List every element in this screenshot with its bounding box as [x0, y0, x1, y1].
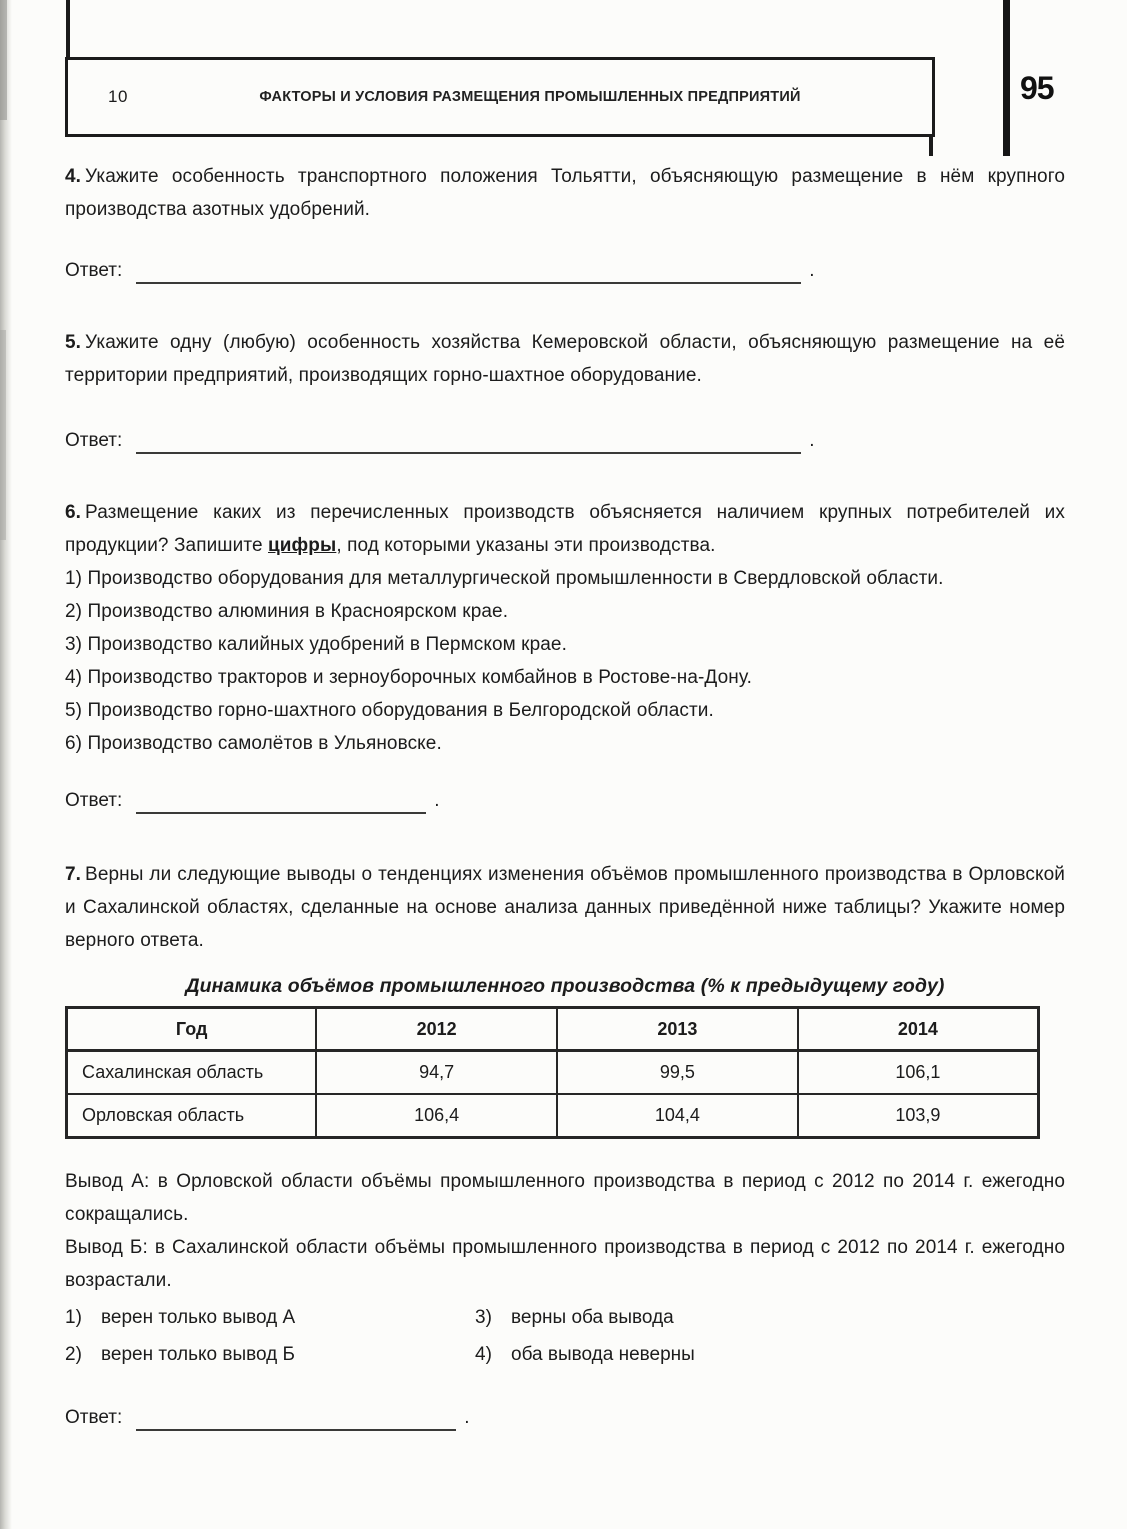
answer-period: .	[464, 1407, 470, 1428]
answer-row-q5	[65, 428, 1065, 454]
dynamics-table	[65, 1006, 1040, 1139]
table-header-2012: 2012	[316, 1008, 557, 1051]
table-title: Динамика объёмов промышленного производства (% к предыдущему году)	[185, 975, 945, 997]
conclusion-a: Вывод А: в Орловской области объёмы промышленного производства в период с 2012 по 2014 г. ежегодно сокращались.	[65, 1171, 1065, 1225]
answer-row-q7	[65, 1405, 1065, 1431]
answer-period: .	[434, 790, 440, 811]
answer-row-q6	[65, 788, 1065, 814]
option-4-label: оба вывода неверны	[511, 1344, 695, 1365]
option-4	[475, 1338, 1065, 1371]
question-6-item: 4) Производство тракторов и зерноуборочных комбайнов в Ростове-на-Дону.	[65, 667, 752, 688]
question-4	[65, 160, 1065, 226]
question-7-number: 7.	[65, 864, 82, 885]
answer-blank-line	[136, 260, 801, 284]
table-cell-value: 106,4	[316, 1094, 557, 1138]
option-3	[475, 1301, 1065, 1334]
table-cell-value: 99,5	[557, 1051, 798, 1095]
table-cell-region: Сахалинская область	[67, 1051, 317, 1095]
question-6-item: 3) Производство калийных удобрений в Пермском крае.	[65, 634, 567, 655]
scan-smudge	[0, 330, 6, 540]
page-number: 95	[1020, 70, 1054, 106]
answer-label: Ответ:	[65, 260, 123, 281]
table-header-2014: 2014	[798, 1008, 1039, 1051]
option-3-label: верны оба вывода	[511, 1307, 674, 1328]
option-2-number: 2)	[65, 1344, 82, 1365]
question-4-text: Укажите особенность транспортного положения Тольятти, объясняющую размещение в нём крупного производства азотных удобрений.	[65, 166, 1065, 220]
answer-blank-line	[136, 1407, 456, 1431]
option-3-number: 3)	[475, 1307, 492, 1328]
question-6	[65, 496, 1065, 562]
option-2	[65, 1338, 475, 1371]
option-1	[65, 1301, 475, 1334]
question-6-emphasis: цифры	[268, 535, 337, 556]
chapter-number: 10	[108, 87, 128, 106]
question-7-text: Верны ли следующие выводы о тенденциях изменения объёмов промышленного производства в Орловской и Сахалинской областях, сделанные на основе анализа данных приведённой ниже таблицы? Укажите номер верного ответа.	[65, 864, 1065, 951]
table-cell-value: 94,7	[316, 1051, 557, 1095]
question-7	[65, 858, 1065, 957]
page-scan-edge	[0, 0, 12, 1529]
table-header-year: Год	[67, 1008, 317, 1051]
question-6-item: 5) Производство горно-шахтного оборудования в Белгородской области.	[65, 700, 714, 721]
option-2-label: верен только вывод Б	[101, 1344, 295, 1365]
table-header-2013: 2013	[557, 1008, 798, 1051]
answer-blank-line	[136, 790, 426, 814]
question-6-item: 6) Производство самолётов в Ульяновске.	[65, 733, 442, 754]
option-1-label: верен только вывод А	[101, 1307, 296, 1328]
answer-label: Ответ:	[65, 790, 123, 811]
answer-blank-line	[136, 430, 801, 454]
question-6-text-after: , под которыми указаны эти производства.	[336, 535, 716, 556]
question-6-item: 2) Производство алюминия в Красноярском крае.	[65, 601, 509, 622]
conclusion-b: Вывод Б: в Сахалинской области объёмы промышленного производства в период с 2012 по 2014 г. ежегодно возрастали.	[65, 1237, 1065, 1291]
question-5-number: 5.	[65, 332, 82, 353]
scan-smudge	[0, 0, 7, 120]
table-cell-value: 103,9	[798, 1094, 1039, 1138]
chapter-header	[65, 57, 935, 137]
table-cell-value: 106,1	[798, 1051, 1039, 1095]
table-header-row	[67, 1008, 1039, 1051]
table-cell-region: Орловская область	[67, 1094, 317, 1138]
page-number-rule	[1003, 0, 1010, 156]
answer-period: .	[809, 430, 815, 451]
question-4-number: 4.	[65, 166, 82, 187]
answer-row-q4	[65, 258, 1065, 284]
table-row	[67, 1051, 1039, 1095]
question-5	[65, 326, 1065, 392]
answer-period: .	[809, 260, 815, 281]
chapter-title: ФАКТОРЫ И УСЛОВИЯ РАЗМЕЩЕНИЯ ПРОМЫШЛЕННЫХ ПРЕДПРИЯТИЙ	[259, 89, 801, 105]
option-4-number: 4)	[475, 1344, 492, 1365]
table-cell-value: 104,4	[557, 1094, 798, 1138]
question-6-text-before: Размещение каких из перечисленных производств объясняется наличием крупных потребителей их продукции? Запишите	[65, 502, 1065, 556]
chapter-frame-left-line	[66, 0, 70, 58]
answer-options	[65, 1301, 1065, 1371]
answer-label: Ответ:	[65, 1407, 123, 1428]
question-6-item: 1) Производство оборудования для металлургической промышленности в Свердловской области.	[65, 568, 944, 589]
table-row	[67, 1094, 1039, 1138]
question-6-number: 6.	[65, 502, 82, 523]
option-1-number: 1)	[65, 1307, 82, 1328]
page-content	[65, 160, 1065, 1431]
answer-label: Ответ:	[65, 430, 123, 451]
chapter-frame-right-tick	[929, 135, 933, 156]
question-5-text: Укажите одну (любую) особенность хозяйства Кемеровской области, объясняющую размещение на её территории предприятий, производящих горно-шахтное оборудование.	[65, 332, 1065, 386]
